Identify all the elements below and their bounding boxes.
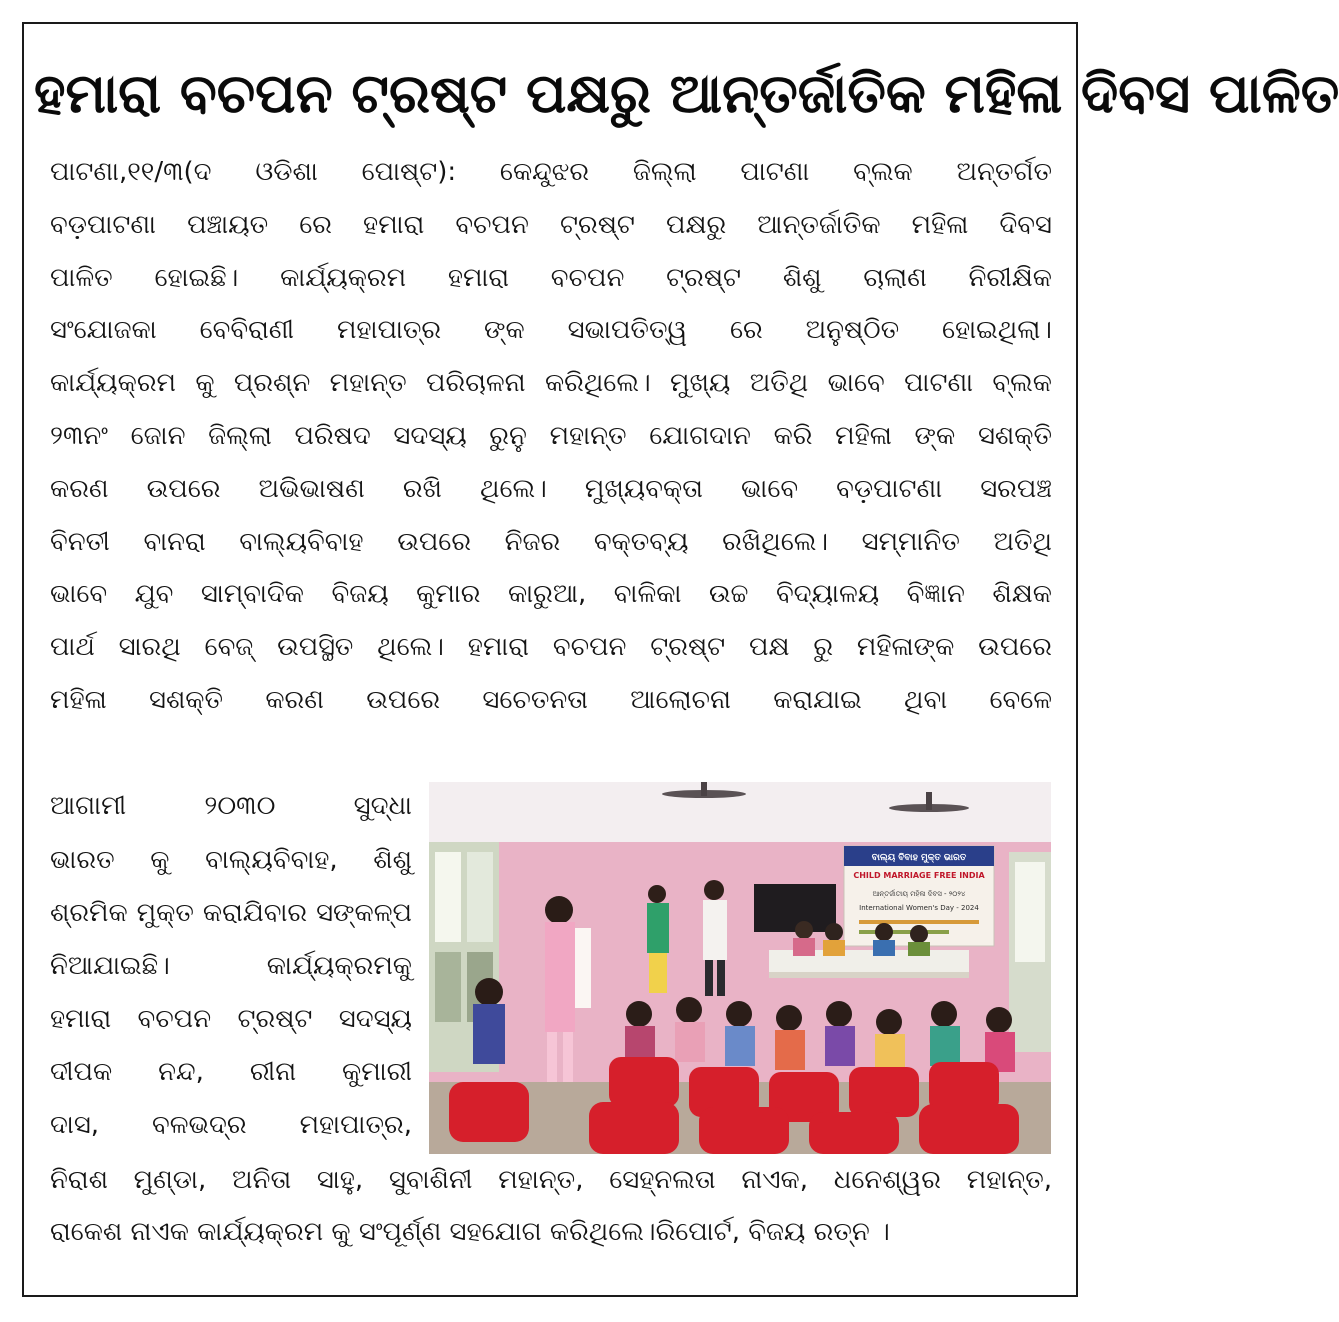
article-headline: ହମାରା ବଚପନ ଟ୍ରଷ୍ଟ ପକ୍ଷରୁ ଆନ୍ତର୍ଜାତିକ ମହିଳା ଦିବସ ପାଳିତ bbox=[34, 62, 1339, 125]
right-window bbox=[1009, 852, 1051, 1052]
body-line-11: ମହିଳା ସଶକ୍ତି କରଣ ଉପରେ ସଚେତନତା ଆଲୋଚନା କରାଯାଇ ଥିବା ବେଳେ bbox=[50, 685, 1052, 715]
event-photo-illustration bbox=[429, 782, 1051, 1154]
closing-line-2: ରାକେଶ ନାଏକ କାର୍ଯ୍ୟକ୍ରମ କୁ ସଂପୂର୍ଣ୍ଣ ସହଯୋଗ କରିଥିଲେ।ରିପୋର୍ଟ, ବିଜୟ ରତ୍ନ । bbox=[50, 1217, 890, 1247]
body-line-9: ଭାବେ ଯୁବ ସାମ୍ବାଦିକ ବିଜୟ କୁମାର କାରୁଆ, ବାଳିକା ଉଚ୍ଚ ବିଦ୍ୟାଳୟ ବିଜ୍ଞାନ ଶିକ୍ଷକ bbox=[50, 579, 1052, 609]
body-line-2: ବଡ଼ପାଟଣା ପଞ୍ଚାୟତ ରେ ହମାରା ବଚପନ ଟ୍ରଷ୍ଟ ପକ୍ଷରୁ ଆନ୍ତର୍ଜାତିକ ମହିଳା ଦିବସ bbox=[50, 210, 1052, 240]
banner-event-name: International Women's Day - 2024 bbox=[859, 904, 979, 912]
body-line-5: କାର୍ଯ୍ୟକ୍ରମ କୁ ପ୍ରଶ୍ନ ମହାନ୍ତ ପରିଚାଳନା କରିଥିଲେ। ମୁଖ୍ୟ ଅତିଥି ଭାବେ ପାଟଣା ବ୍ଲକ bbox=[50, 368, 1052, 398]
body-line-10: ପାର୍ଥ ସାରଥି ବେଜ୍ ଉପସ୍ଥିତ ଥିଲେ। ହମାରା ବଚପନ ଟ୍ରଷ୍ଟ ପକ୍ଷ ରୁ ମହିଳାଙ୍କ ଉପରେ bbox=[50, 632, 1052, 662]
body-line-1: ପାଟଣା,୧୧/୩(ଦ ଓଡିଶା ପୋଷ୍ଟ): କେନ୍ଦୁଝର ଜିଲ୍ଲା ପାଟଣା ବ୍ଲକ ଅନ୍ତର୍ଗତ bbox=[50, 157, 1052, 187]
body-line-6: ୨୩ନଂ ଜୋନ ଜିଲ୍ଲା ପରିଷଦ ସଦସ୍ୟ ରୁନୁ ମହାନ୍ତ ଯୋଗଦାନ କରି ମହିଳା ଙ୍କ ସଶକ୍ତି bbox=[50, 421, 1052, 451]
body-line-8: ବିନତୀ ବାନରା ବାଲ୍ୟବିବାହ ଉପରେ ନିଜର ବକ୍ତବ୍ୟ ରଖିଥିଲେ। ସମ୍ମାନିତ ଅତିଥି bbox=[50, 527, 1052, 557]
side-line-7: ଦାସ, ବଳଭଦ୍ର ମହାପାତ୍ର, bbox=[50, 1110, 412, 1140]
side-line-5: ହମାରା ବଚପନ ଟ୍ରଷ୍ଟ ସଦସ୍ୟ bbox=[50, 1004, 412, 1034]
body-line-3: ପାଳିତ ହୋଇଛି। କାର୍ଯ୍ୟକ୍ରମ ହମାରା ବଚପନ ଟ୍ରଷ୍ଟ ଶିଶୁ ଚାଲାଣ ନିରୀକ୍ଷିକ bbox=[50, 263, 1052, 293]
banner-heading: ବାଲ୍ୟ ବିବାହ ମୁକ୍ତ ଭାରତ bbox=[871, 853, 967, 863]
body-line-7: କରଣ ଉପରେ ଅଭିଭାଷଣ ରଖି ଥିଲେ। ମୁଖ୍ୟବକ୍ତା ଭାବେ ବଡ଼ପାଟଣା ସରପଞ୍ଚ bbox=[50, 474, 1052, 504]
body-line-4: ସଂଯୋଜକା ବେବିରାଣୀ ମହାପାତ୍ର ଙ୍କ ସଭାପତିତ୍ୱ ରେ ଅନୁଷ୍ଠିତ ହୋଇଥିଲା। bbox=[50, 315, 1052, 345]
wall-tv bbox=[754, 884, 836, 932]
side-line-2: ଭାରତ କୁ ବାଲ୍ୟବିବାହ, ଶିଶୁ bbox=[50, 845, 412, 875]
side-line-6: ଦୀପକ ନନ୍ଦ, ରୀନା କୁମାରୀ bbox=[50, 1057, 412, 1087]
closing-line-1: ନିରାଶ ମୁଣ୍ଡା, ଅନିତା ସାହୁ, ସୁବାଶିନୀ ମହାନ୍ତ, ସେହ୍ନଲତା ନାଏକ, ଧନେଶ୍ୱର ମହାନ୍ତ, bbox=[50, 1165, 1052, 1195]
banner-subtitle: ଆନ୍ତର୍ଜାତୀୟ ମହିଳା ଦିବସ - ୨୦୨୪ bbox=[872, 890, 966, 898]
banner-english-title: CHILD MARRIAGE FREE INDIA bbox=[853, 871, 985, 880]
side-line-4: ନିଆଯାଇଛି। କାର୍ଯ୍ୟକ୍ରମକୁ bbox=[50, 951, 412, 981]
side-line-1: ଆଗାମୀ ୨୦୩୦ ସୁଦ୍ଧା bbox=[50, 791, 412, 821]
event-photo bbox=[429, 782, 1051, 1154]
side-line-3: ଶ୍ରମିକ ମୁକ୍ତ କରାଯିବାର ସଙ୍କଳ୍ପ bbox=[50, 898, 412, 928]
